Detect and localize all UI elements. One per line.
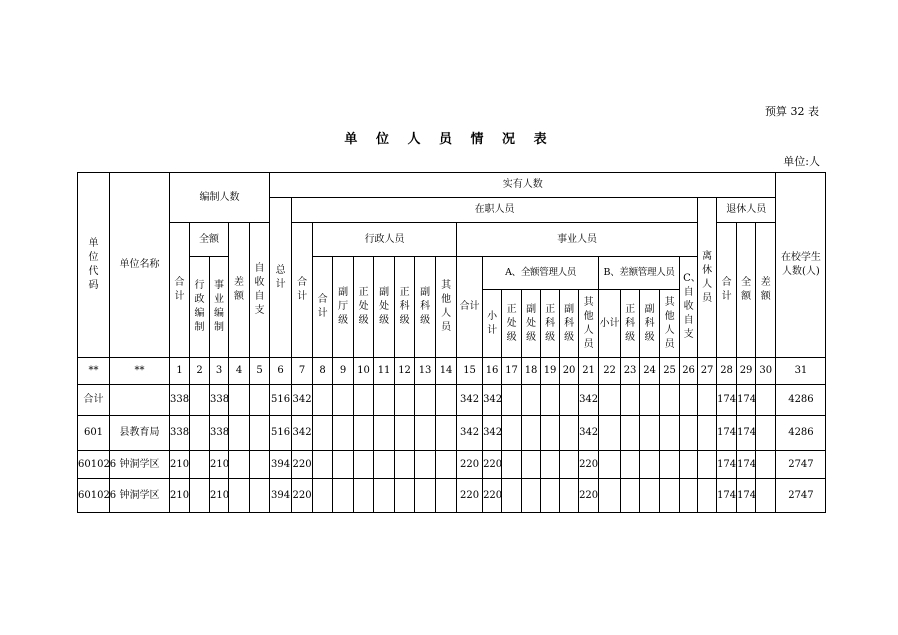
table-cell — [395, 451, 415, 479]
table-cell — [190, 451, 210, 479]
table-cell: 220 — [483, 451, 502, 479]
table-cell — [313, 416, 333, 451]
header-xingzheng-bianzhi: 行政编制 — [190, 257, 210, 358]
table-cell — [560, 479, 579, 513]
column-number: 22 — [599, 358, 621, 385]
table-cell — [374, 416, 395, 451]
table-cell — [660, 416, 680, 451]
header-b-cha-e: B、差额管理人员 — [599, 257, 680, 290]
column-number: 3 — [210, 358, 229, 385]
table-cell: 342 — [457, 385, 483, 416]
header-b-qita: 其他人员 — [660, 290, 680, 358]
column-number: ** — [110, 358, 170, 385]
table-cell: 220 — [292, 451, 313, 479]
table-cell: 210 — [210, 479, 229, 513]
table-cell: 342 — [457, 416, 483, 451]
column-number: 14 — [436, 358, 457, 385]
header-futing: 副厅级 — [333, 257, 354, 358]
table-cell — [599, 416, 621, 451]
table-cell — [415, 416, 436, 451]
header-c-zishou: C、自收自支 — [680, 257, 698, 358]
table-cell — [502, 385, 522, 416]
table-cell — [374, 479, 395, 513]
table-cell — [621, 451, 640, 479]
table-cell: 210 — [170, 451, 190, 479]
table-cell — [374, 385, 395, 416]
table-cell: 174 — [737, 416, 756, 451]
table-cell — [599, 451, 621, 479]
table-cell: 220 — [457, 451, 483, 479]
header-lixiu: 离休人员 — [698, 198, 717, 358]
page-title: 单 位 人 员 情 况 表 — [344, 132, 554, 147]
table-cell — [640, 385, 660, 416]
table-cell — [756, 385, 776, 416]
table-cell — [313, 385, 333, 416]
table-cell — [541, 385, 560, 416]
table-cell: 516 — [270, 416, 292, 451]
table-cell: 342 — [483, 385, 502, 416]
table-cell — [436, 385, 457, 416]
table-cell: 338 — [170, 385, 190, 416]
header-bianzhi-cha-e: 差额 — [229, 223, 250, 358]
table-cell — [395, 416, 415, 451]
table-cell: 220 — [292, 479, 313, 513]
column-number: 19 — [541, 358, 560, 385]
table-cell — [680, 451, 698, 479]
cell-unit-code: 合计 — [78, 385, 110, 416]
table-cell — [621, 385, 640, 416]
table-cell — [522, 416, 541, 451]
table-cell: 342 — [292, 416, 313, 451]
column-number: 10 — [354, 358, 374, 385]
table-cell — [436, 479, 457, 513]
table-cell: 174 — [737, 385, 756, 416]
table-cell — [354, 385, 374, 416]
table-cell — [640, 479, 660, 513]
table-cell: 4286 — [776, 416, 826, 451]
column-number: 26 — [680, 358, 698, 385]
header-tuixiu-heji: 合计 — [717, 223, 737, 358]
table-cell — [698, 385, 717, 416]
table-cell — [395, 479, 415, 513]
table-cell — [436, 451, 457, 479]
cell-unit-name — [110, 385, 170, 416]
table-cell: 220 — [457, 479, 483, 513]
header-xz-heji: 合计 — [313, 257, 333, 358]
column-number: 25 — [660, 358, 680, 385]
header-xingzheng-renyuan: 行政人员 — [313, 223, 457, 257]
cell-unit-code: 601026 — [78, 451, 110, 479]
cell-unit-name: 县教育局 — [110, 416, 170, 451]
table-cell: 174 — [737, 479, 756, 513]
header-zaizhi-heji: 合计 — [292, 223, 313, 358]
table-cell — [599, 479, 621, 513]
table-cell — [522, 385, 541, 416]
cell-unit-name: 钟洞学区 — [110, 451, 170, 479]
column-number: 6 — [270, 358, 292, 385]
header-zaixiao: 在校学生人数(人) — [776, 173, 826, 358]
table-cell — [250, 385, 270, 416]
table-cell — [502, 451, 522, 479]
table-cell — [502, 479, 522, 513]
header-tuixiu-quan-e: 全额 — [737, 223, 756, 358]
header-zaizhi: 在职人员 — [292, 198, 698, 223]
table-row — [78, 451, 826, 479]
table-cell — [374, 451, 395, 479]
header-sy-heji: 合计 — [457, 257, 483, 358]
personnel-table — [77, 172, 826, 513]
table-cell: 342 — [292, 385, 313, 416]
unit-label: 单位:人 — [783, 155, 820, 168]
table-cell — [522, 479, 541, 513]
header-tuixiu-cha-e: 差额 — [756, 223, 776, 358]
header-b-xiaoji: 小计 — [599, 290, 621, 358]
table-cell: 342 — [579, 385, 599, 416]
table-cell — [560, 385, 579, 416]
header-unit-code: 单位代码 — [78, 173, 110, 358]
table-cell: 174 — [717, 451, 737, 479]
header-xz-fuchu: 副处级 — [374, 257, 395, 358]
table-cell — [415, 451, 436, 479]
table-cell — [354, 479, 374, 513]
column-number: 30 — [756, 358, 776, 385]
table-cell — [229, 451, 250, 479]
column-number: 23 — [621, 358, 640, 385]
table-cell — [680, 416, 698, 451]
column-number: 9 — [333, 358, 354, 385]
table-cell: 394 — [270, 451, 292, 479]
column-number-row — [78, 358, 826, 385]
table-cell — [395, 385, 415, 416]
header-a-zhengchu: 正处级 — [502, 290, 522, 358]
header-shiye-renyuan: 事业人员 — [457, 223, 698, 257]
header-zongji: 总计 — [270, 198, 292, 358]
table-cell — [621, 479, 640, 513]
table-cell: 4286 — [776, 385, 826, 416]
table-cell — [250, 451, 270, 479]
header-unit-name: 单位名称 — [110, 173, 170, 358]
column-number: 11 — [374, 358, 395, 385]
header-b-zhengke: 正科级 — [621, 290, 640, 358]
header-xz-zhengchu: 正处级 — [354, 257, 374, 358]
column-number: 12 — [395, 358, 415, 385]
column-number: 28 — [717, 358, 737, 385]
column-number: 7 — [292, 358, 313, 385]
table-cell — [660, 479, 680, 513]
column-number: 16 — [483, 358, 502, 385]
column-number: 15 — [457, 358, 483, 385]
header-a-quan-e: A、全额管理人员 — [483, 257, 599, 290]
column-number: 27 — [698, 358, 717, 385]
table-cell: 174 — [717, 385, 737, 416]
cell-unit-code: 601 — [78, 416, 110, 451]
table-cell — [229, 416, 250, 451]
column-number: 18 — [522, 358, 541, 385]
table-cell — [190, 416, 210, 451]
table-cell — [756, 479, 776, 513]
table-cell: 210 — [210, 451, 229, 479]
header-a-fuchu: 副处级 — [522, 290, 541, 358]
table-cell — [541, 451, 560, 479]
table-cell — [522, 451, 541, 479]
table-cell — [660, 451, 680, 479]
table-cell — [756, 451, 776, 479]
header-bianzhi-heji: 合计 — [170, 223, 190, 358]
cell-unit-name: 钟洞学区 — [110, 479, 170, 513]
table-cell — [541, 479, 560, 513]
table-cell — [313, 451, 333, 479]
header-row-1 — [78, 173, 826, 198]
table-cell — [250, 479, 270, 513]
table-cell — [333, 385, 354, 416]
column-number: ** — [78, 358, 110, 385]
table-cell — [229, 479, 250, 513]
table-cell — [541, 416, 560, 451]
table-row — [78, 416, 826, 451]
table-cell — [415, 385, 436, 416]
table-cell — [250, 416, 270, 451]
column-number: 17 — [502, 358, 522, 385]
header-b-fuke: 副科级 — [640, 290, 660, 358]
table-cell: 394 — [270, 479, 292, 513]
table-cell — [698, 416, 717, 451]
header-a-fuke: 副科级 — [560, 290, 579, 358]
table-cell — [333, 479, 354, 513]
column-number: 8 — [313, 358, 333, 385]
table-cell: 516 — [270, 385, 292, 416]
column-number: 21 — [579, 358, 599, 385]
header-tuixiu: 退休人员 — [717, 198, 776, 223]
header-shiyou: 实有人数 — [270, 173, 776, 198]
table-cell: 2747 — [776, 451, 826, 479]
column-number: 4 — [229, 358, 250, 385]
column-number: 13 — [415, 358, 436, 385]
table-cell — [354, 416, 374, 451]
form-number: 预算 32 表 — [765, 105, 819, 118]
table-cell: 338 — [170, 416, 190, 451]
table-cell: 220 — [483, 479, 502, 513]
header-a-zhengke: 正科级 — [541, 290, 560, 358]
table-cell: 220 — [579, 451, 599, 479]
header-shiye-bianzhi: 事业编制 — [210, 257, 229, 358]
table-cell: 174 — [717, 416, 737, 451]
header-xz-fuke: 副科级 — [415, 257, 436, 358]
table-cell — [680, 385, 698, 416]
table-cell — [415, 479, 436, 513]
column-number: 5 — [250, 358, 270, 385]
table-cell — [354, 451, 374, 479]
table-cell — [560, 451, 579, 479]
column-number: 29 — [737, 358, 756, 385]
table-cell: 2747 — [776, 479, 826, 513]
table-cell — [640, 416, 660, 451]
column-number: 31 — [776, 358, 826, 385]
column-number: 2 — [190, 358, 210, 385]
header-quan-e: 全额 — [190, 223, 229, 257]
column-number: 1 — [170, 358, 190, 385]
table-cell — [502, 416, 522, 451]
table-cell — [660, 385, 680, 416]
header-a-qita: 其他人员 — [579, 290, 599, 358]
table-cell: 220 — [579, 479, 599, 513]
header-bianzhi: 编制人数 — [170, 173, 270, 223]
table-row — [78, 479, 826, 513]
column-number: 24 — [640, 358, 660, 385]
table-cell: 338 — [210, 385, 229, 416]
table-cell: 342 — [483, 416, 502, 451]
header-a-xiaoji: 小计 — [483, 290, 502, 358]
table-cell — [680, 479, 698, 513]
table-cell — [640, 451, 660, 479]
table-cell — [436, 416, 457, 451]
header-xz-qita: 其他人员 — [436, 257, 457, 358]
table-cell — [560, 416, 579, 451]
table-cell — [229, 385, 250, 416]
table-cell: 174 — [717, 479, 737, 513]
table-cell — [333, 416, 354, 451]
table-cell — [756, 416, 776, 451]
table-cell — [621, 416, 640, 451]
table-cell — [698, 451, 717, 479]
table-cell: 210 — [170, 479, 190, 513]
table-cell — [190, 385, 210, 416]
table-cell — [190, 479, 210, 513]
table-cell — [313, 479, 333, 513]
table-cell: 174 — [737, 451, 756, 479]
header-bianzhi-zishou: 自收自支 — [250, 223, 270, 358]
table-cell: 342 — [579, 416, 599, 451]
table-cell — [333, 451, 354, 479]
table-cell — [698, 479, 717, 513]
column-number: 20 — [560, 358, 579, 385]
header-xz-zhengke: 正科级 — [395, 257, 415, 358]
cell-unit-code: 601026 — [78, 479, 110, 513]
table-cell: 338 — [210, 416, 229, 451]
table-row — [78, 385, 826, 416]
table-cell — [599, 385, 621, 416]
